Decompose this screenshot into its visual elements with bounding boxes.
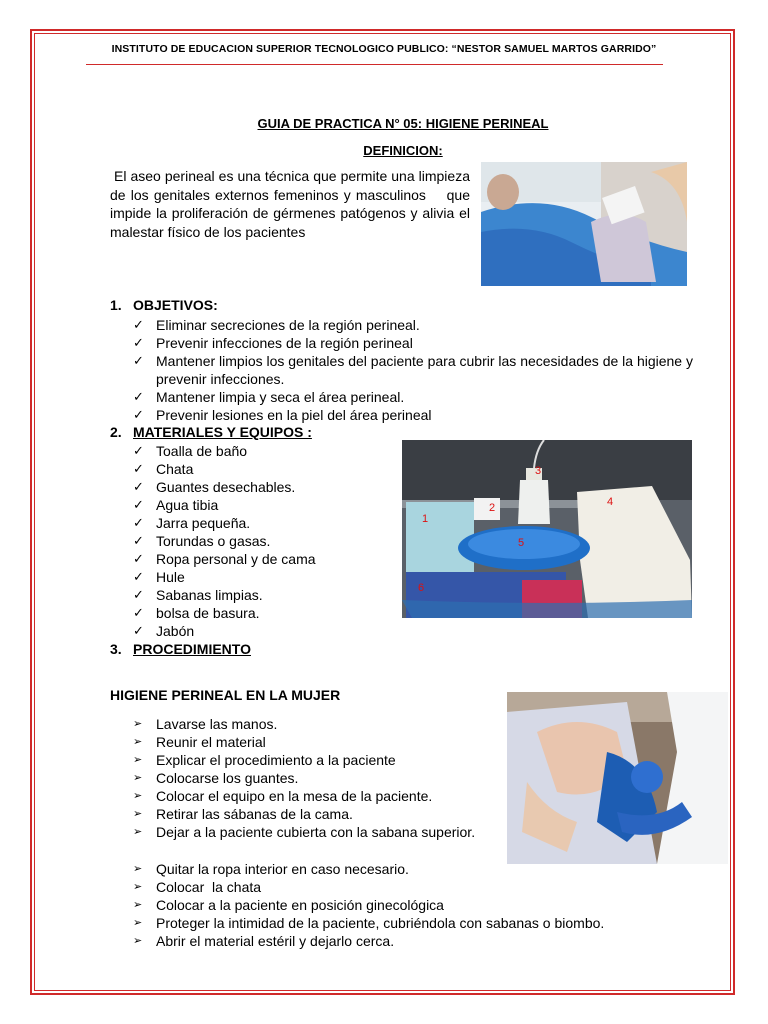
list-item-text: Agua tibia (156, 497, 219, 513)
check-icon: ✓ (133, 479, 144, 494)
check-icon: ✓ (133, 317, 144, 332)
list-item (133, 406, 696, 424)
list-item (133, 622, 386, 640)
arrow-icon: ➢ (133, 899, 143, 911)
list-item-text: Toalla de baño (156, 443, 248, 459)
list-item-text: Sabanas limpias. (156, 587, 263, 603)
procedure-subheading: HIGIENE PERINEAL EN LA MUJER (110, 687, 341, 703)
arrow-icon: ➢ (133, 772, 143, 784)
document-title: GUIA DE PRACTICA N° 05: HIGIENE PERINEAL (257, 116, 549, 131)
procedure-title: PROCEDIMIENTO (133, 641, 251, 657)
list-item (133, 932, 716, 950)
list-item-text: Jabón (156, 623, 195, 639)
arrow-icon: ➢ (133, 917, 143, 929)
procedure-steps-list-continued (133, 860, 716, 950)
check-icon: ✓ (133, 353, 144, 368)
list-item-text: Hule (156, 569, 185, 585)
procedure-photo (507, 692, 728, 864)
list-item-text: Jarra pequeña. (156, 515, 251, 531)
list-item (133, 496, 386, 514)
objectives-number: 1. (110, 297, 122, 313)
arrow-icon: ➢ (133, 808, 143, 820)
photo-label-1: 1 (422, 513, 429, 525)
arrow-icon: ➢ (133, 736, 143, 748)
list-item (133, 334, 696, 352)
list-item-text: Prevenir lesiones en la piel del área perineal (156, 407, 432, 423)
check-icon: ✓ (133, 623, 144, 638)
list-item-text: Mantener limpios los genitales del paciente para cubrir las necesidades de la higiene y prevenir infecciones. (156, 353, 693, 387)
check-icon: ✓ (133, 335, 144, 350)
materials-photo (402, 440, 692, 618)
check-icon: ✓ (133, 443, 144, 458)
list-item-text: bolsa de basura. (156, 605, 260, 621)
check-icon: ✓ (133, 551, 144, 566)
list-item (133, 514, 386, 532)
objectives-heading (110, 297, 218, 313)
check-icon: ✓ (133, 533, 144, 548)
list-item (133, 769, 496, 787)
institution-header: INSTITUTO DE EDUCACION SUPERIOR TECNOLOGICO PUBLICO: “NESTOR SAMUEL MARTOS GARRIDO” (111, 43, 657, 55)
list-item-text: Colocarse los guantes. (156, 770, 299, 786)
procedure-heading (110, 641, 251, 657)
check-icon: ✓ (133, 569, 144, 584)
list-item (133, 352, 696, 388)
list-item (133, 805, 496, 823)
list-item-text: Mantener limpia y seca el área perineal. (156, 389, 405, 405)
list-item (133, 751, 496, 769)
photo-label-5: 5 (518, 537, 525, 549)
list-item (133, 715, 496, 733)
arrow-icon: ➢ (133, 863, 143, 875)
procedure-number: 3. (110, 641, 122, 657)
check-icon: ✓ (133, 497, 144, 512)
list-item (133, 586, 386, 604)
check-icon: ✓ (133, 461, 144, 476)
photo-label-4: 4 (607, 496, 614, 508)
list-item-text: Proteger la intimidad de la paciente, cubriéndola con sabanas o biombo. (156, 915, 605, 931)
list-item (133, 604, 386, 622)
arrow-icon: ➢ (133, 826, 143, 838)
photo-label-2: 2 (489, 502, 496, 514)
list-item-text: Prevenir infecciones de la región perineal (156, 335, 413, 351)
materials-heading (110, 424, 312, 440)
list-item (133, 478, 386, 496)
definition-paragraph: El aseo perineal es una técnica que permite una limpieza de los genitales externos femeninos y masculinos que impide la proliferación de gérmenes patógenos y alivia el malestar físico de los pacientes (110, 168, 474, 240)
list-item (133, 914, 716, 932)
objectives-list (133, 316, 696, 424)
list-item (133, 316, 696, 334)
list-item (133, 550, 386, 568)
list-item-text: Colocar la chata (156, 879, 262, 895)
list-item (133, 532, 386, 550)
list-item-text: Colocar el equipo en la mesa de la paciente. (156, 788, 433, 804)
check-icon: ✓ (133, 587, 144, 602)
list-item (133, 733, 496, 751)
objectives-title: OBJETIVOS: (133, 297, 218, 313)
check-icon: ✓ (133, 605, 144, 620)
check-icon: ✓ (133, 389, 144, 404)
list-item-text: Lavarse las manos. (156, 716, 278, 732)
arrow-icon: ➢ (133, 790, 143, 802)
list-item-text: Eliminar secreciones de la región perineal. (156, 317, 420, 333)
materials-title: MATERIALES Y EQUIPOS : (133, 424, 312, 440)
list-item (133, 878, 716, 896)
arrow-icon: ➢ (133, 881, 143, 893)
check-icon: ✓ (133, 515, 144, 530)
list-item-text: Torundas o gasas. (156, 533, 271, 549)
list-item (133, 860, 716, 878)
list-item-text: Reunir el material (156, 734, 266, 750)
list-item (133, 568, 386, 586)
list-item-text: Retirar las sábanas de la cama. (156, 806, 353, 822)
list-item (133, 388, 696, 406)
list-item (133, 787, 496, 805)
list-item (133, 823, 496, 841)
patient-bed-photo (481, 162, 687, 286)
definition-heading: DEFINICION: (363, 143, 443, 158)
list-item-text: Abrir el material estéril y dejarlo cerca. (156, 933, 395, 949)
header-divider (86, 64, 663, 65)
arrow-icon: ➢ (133, 754, 143, 766)
list-item-text: Explicar el procedimiento a la paciente (156, 752, 396, 768)
photo-label-3: 3 (535, 465, 542, 477)
materials-list (133, 442, 386, 640)
list-item-text: Ropa personal y de cama (156, 551, 316, 567)
materials-number: 2. (110, 424, 122, 440)
list-item-text: Guantes desechables. (156, 479, 296, 495)
photo-label-6: 6 (418, 582, 425, 594)
arrow-icon: ➢ (133, 718, 143, 730)
list-item-text: Colocar a la paciente en posición ginecológica (156, 897, 444, 913)
list-item-text: Chata (156, 461, 194, 477)
list-item-text: Quitar la ropa interior en caso necesario. (156, 861, 409, 877)
list-item-text: Dejar a la paciente cubierta con la sabana superior. (156, 824, 476, 840)
list-item (133, 896, 716, 914)
procedure-steps-list (133, 715, 496, 841)
check-icon: ✓ (133, 407, 144, 422)
list-item (133, 460, 386, 478)
arrow-icon: ➢ (133, 935, 143, 947)
list-item (133, 442, 386, 460)
